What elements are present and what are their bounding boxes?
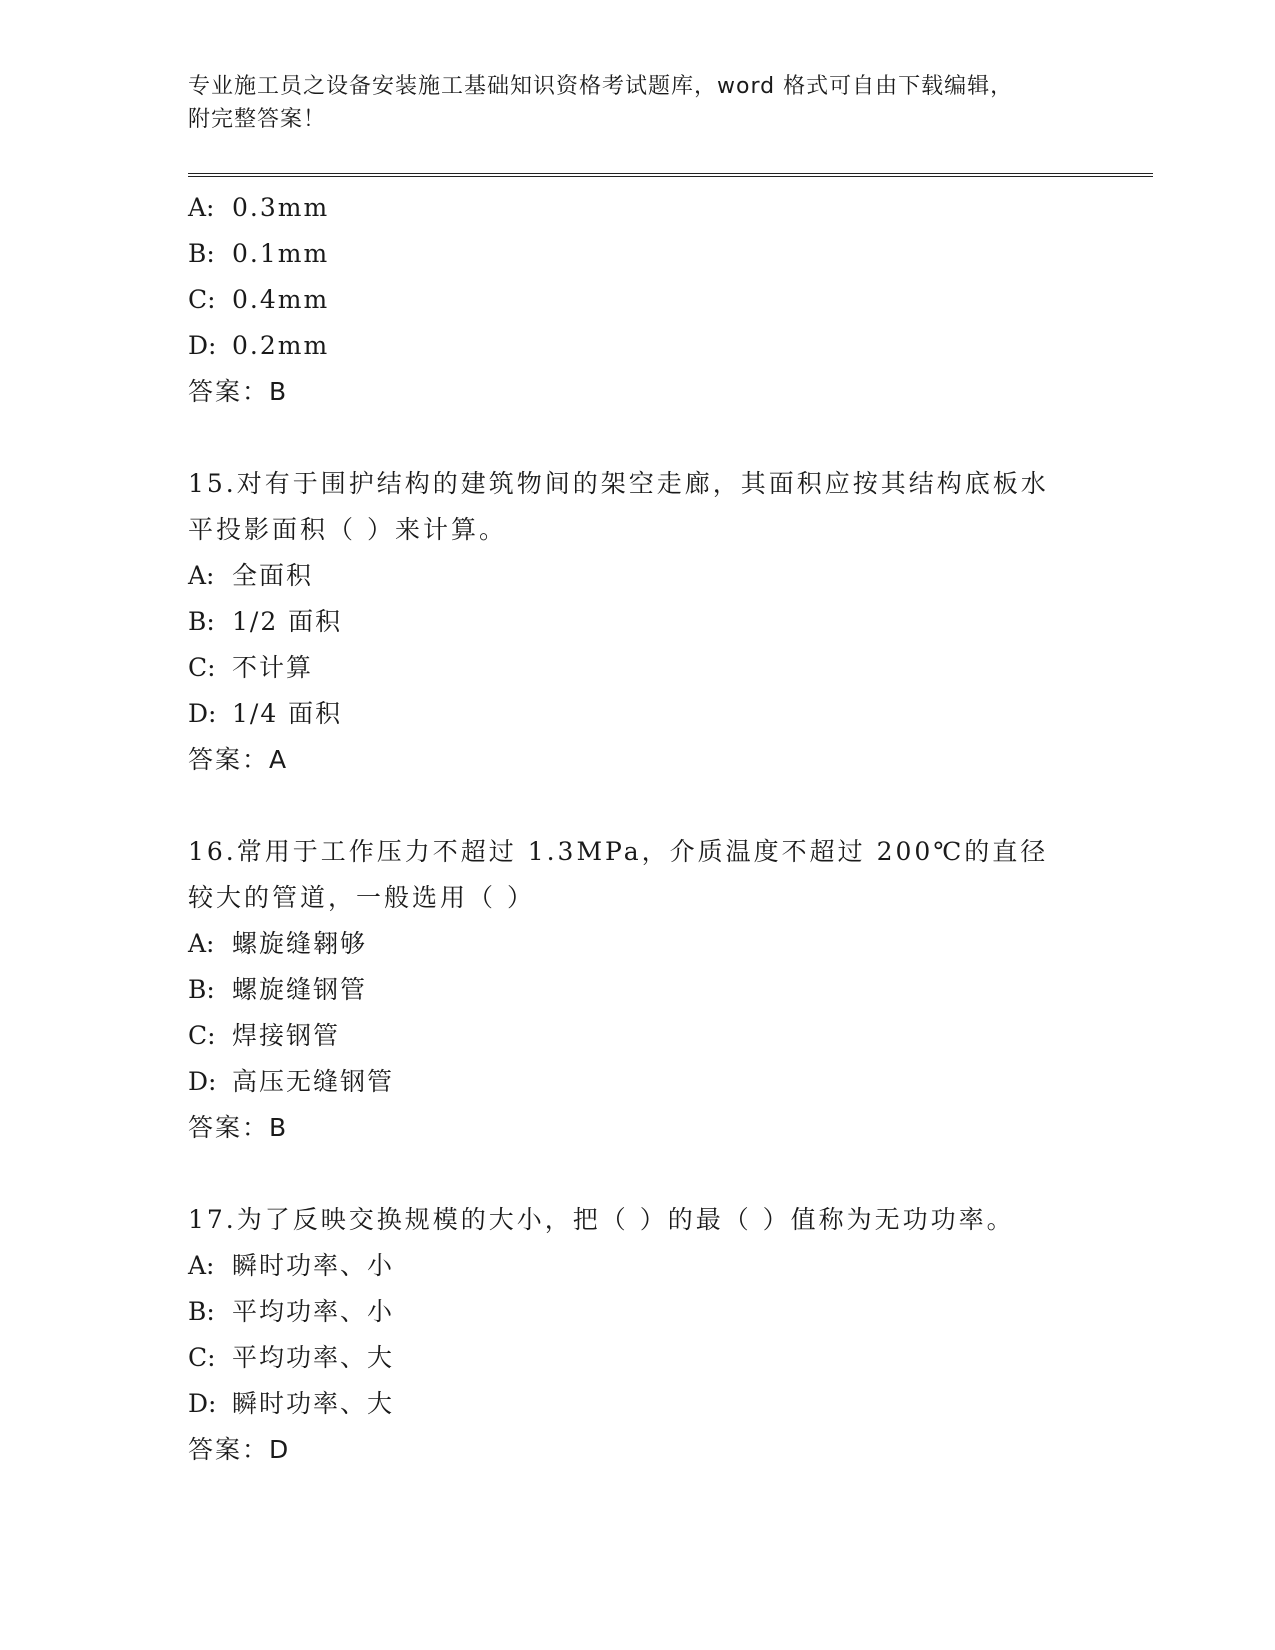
question-text: 16.常用于工作压力不超过 1.3MPa，介质温度不超过 200℃的直径较大的管道，一般选用（ ） <box>188 837 1049 912</box>
option-b: B: 平均功率、小 <box>188 1297 395 1326</box>
option-b: B: 螺旋缝钢管 <box>188 975 368 1004</box>
option-c: C: 不计算 <box>188 653 314 682</box>
option-a: A: 瞬时功率、小 <box>188 1251 395 1280</box>
question-text: 15.对有于围护结构的建筑物间的架空走廊，其面积应按其结构底板水平投影面积（ ）来计算。 <box>188 469 1049 544</box>
answer: 答案：B <box>188 377 289 406</box>
answer: 答案：B <box>188 1113 289 1142</box>
option-a: A: 全面积 <box>188 561 314 590</box>
option-b: B: 0.1mm <box>188 239 330 268</box>
question-17 <box>188 1197 1153 1473</box>
option-d: D: 高压无缝钢管 <box>188 1067 395 1096</box>
option-d: D: 瞬时功率、大 <box>188 1389 395 1418</box>
option-c: C: 0.4mm <box>188 285 330 314</box>
answer: 答案：D <box>188 1435 291 1464</box>
question-text: 17.为了反映交换规模的大小，把（ ）的最（ ）值称为无功功率。 <box>188 1205 1015 1234</box>
option-d: D: 1/4 面积 <box>188 699 343 728</box>
option-d: D: 0.2mm <box>188 331 330 360</box>
option-a: A: 0.3mm <box>188 193 330 222</box>
header-divider <box>188 173 1153 177</box>
option-c: C: 平均功率、大 <box>188 1343 395 1372</box>
question-continued <box>188 185 1153 415</box>
document-page <box>188 70 1153 1473</box>
answer: 答案：A <box>188 745 289 774</box>
document-header <box>188 70 1088 136</box>
option-a: A: 螺旋缝翱够 <box>188 929 368 958</box>
question-15 <box>188 461 1153 783</box>
option-c: C: 焊接钢管 <box>188 1021 341 1050</box>
header-line-2: 附完整答案！ <box>188 107 327 132</box>
option-b: B: 1/2 面积 <box>188 607 343 636</box>
question-16 <box>188 829 1153 1151</box>
header-line-1: 专业施工员之设备安装施工基础知识资格考试题库，word 格式可自由下载编辑， <box>188 74 1014 99</box>
